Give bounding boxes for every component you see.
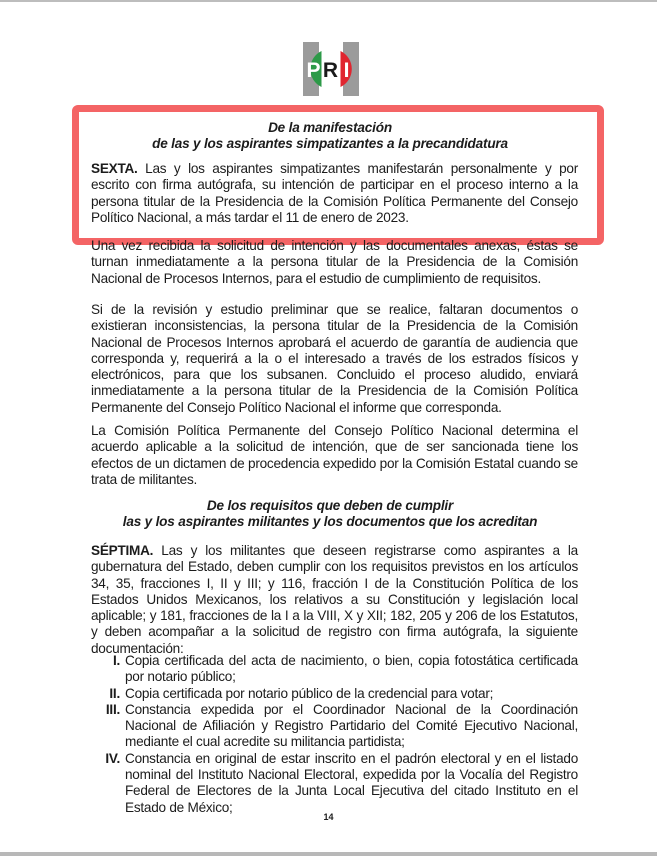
paragraph (91, 238, 578, 287)
sexta-paragraph (91, 161, 578, 226)
article-label-septima: SÉPTIMA. (91, 543, 154, 558)
list-numeral: I. (112, 653, 120, 668)
logo-letters: PR I (306, 59, 351, 82)
list-numeral: III. (105, 701, 120, 717)
list-item-text: Copia certificada del acta de nacimiento, o bien, copia fotostática certificada por notario público; (125, 653, 578, 685)
paragraph-text: Si de la revisión y estudio preliminar que se realice, faltaran documentos o existieran inconsistencias, la persona titular de la Presidencia de la Comisión Nacional de Procesos Internos aprobará el acuerdo de garantía de audiencia que corresponda y, requerirá a la o el interesado a través de los estrados físicos y electrónicos, para que los subsanen. Concluido el proceso aludido, enviará inmediatamente a la persona titular de la Presidencia de la Comisión Política Permanente del Consejo Político Nacional el informe que corresponda. (91, 302, 578, 415)
list-item-text: Copia certificada por notario público de la credencial para votar; (125, 685, 494, 701)
section-sexta-heading (80, 120, 580, 153)
sexta-text: Las y los aspirantes simpatizantes manifestarán personalmente y por escrito con firma autógrafa, su intención de participar en el proceso interno a la persona titular de la Presidencia de la Comisión Política Permanente del Consejo Político Nacional, a más tardar el 11 de enero de 2023. (91, 161, 578, 225)
paragraph (91, 423, 578, 488)
list-item-text: Constancia en original de estar inscrito en el padrón electoral y en el listado nominal del Instituto Nacional Electoral, expedida por la Vocalía del Registro Federal de Electores de la Junta Local Ejecutiva del citado Instituto en el Estado de México; (125, 750, 578, 815)
paragraph (91, 302, 578, 416)
paragraph-text: Una vez recibida la solicitud de intención y las documentales anexas, éstas se turnan inmediatamente a la persona titular de la Presidencia de la Comisión Nacional de Procesos Internos, para el estudio de cumplimiento de requisitos. (91, 238, 578, 286)
list-item-text: Constancia expedida por el Coordinador Nacional de la Coordinación Nacional de Afiliación y Registro Partidario del Comité Ejecutivo Nacional, mediante el cual acredite su militancia partidista; (125, 701, 578, 750)
top-edge-rule (0, 0, 657, 2)
heading-line: De los requisitos que deben de cumplir (206, 498, 454, 513)
list-numeral: II. (109, 685, 120, 701)
heading-line: De la manifestación (268, 120, 392, 135)
paragraph-text: La Comisión Política Permanente del Consejo Político Nacional determina el acuerdo aplicable a la solicitud de intención, que de ser sancionada tiene los efectos de un dictamen de procedencia expedido por la Comisión Estatal cuando se trata de militantes. (91, 423, 578, 487)
article-label-sexta: SEXTA. (91, 161, 138, 176)
list-item (96, 653, 578, 686)
list-item (96, 702, 578, 751)
page-number: 14 (323, 812, 334, 822)
heading-line: de las y los aspirantes simpatizantes a la precandidatura (152, 136, 508, 152)
list-item (96, 751, 578, 816)
heading-line: las y los aspirantes militantes y los documentos que los acreditan (122, 514, 538, 530)
requirements-list (96, 653, 578, 816)
list-item (96, 686, 578, 702)
septima-paragraph (91, 543, 578, 657)
section-septima-heading (80, 498, 580, 531)
bottom-edge-rule (0, 852, 657, 856)
pri-logo (303, 42, 359, 96)
septima-text: Las y los militantes que deseen registrarse como aspirantes a la gubernatura del Estado, deben cumplir con los requisitos previstos en los artículos 34, 35, fracciones I, II y III; y 116, fracción I de la Constitución Política de los Estados Unidos Mexicanos, los relativos a su Constitución y legislación local aplicable; y 181, fracciones de la I a la VIII, X y XII; 182, 205 y 206 de los Estatutos, y deben acompañar a la solicitud de registro con firma autógrafa, la siguiente documentación: (91, 543, 578, 656)
list-numeral: IV. (105, 750, 120, 766)
